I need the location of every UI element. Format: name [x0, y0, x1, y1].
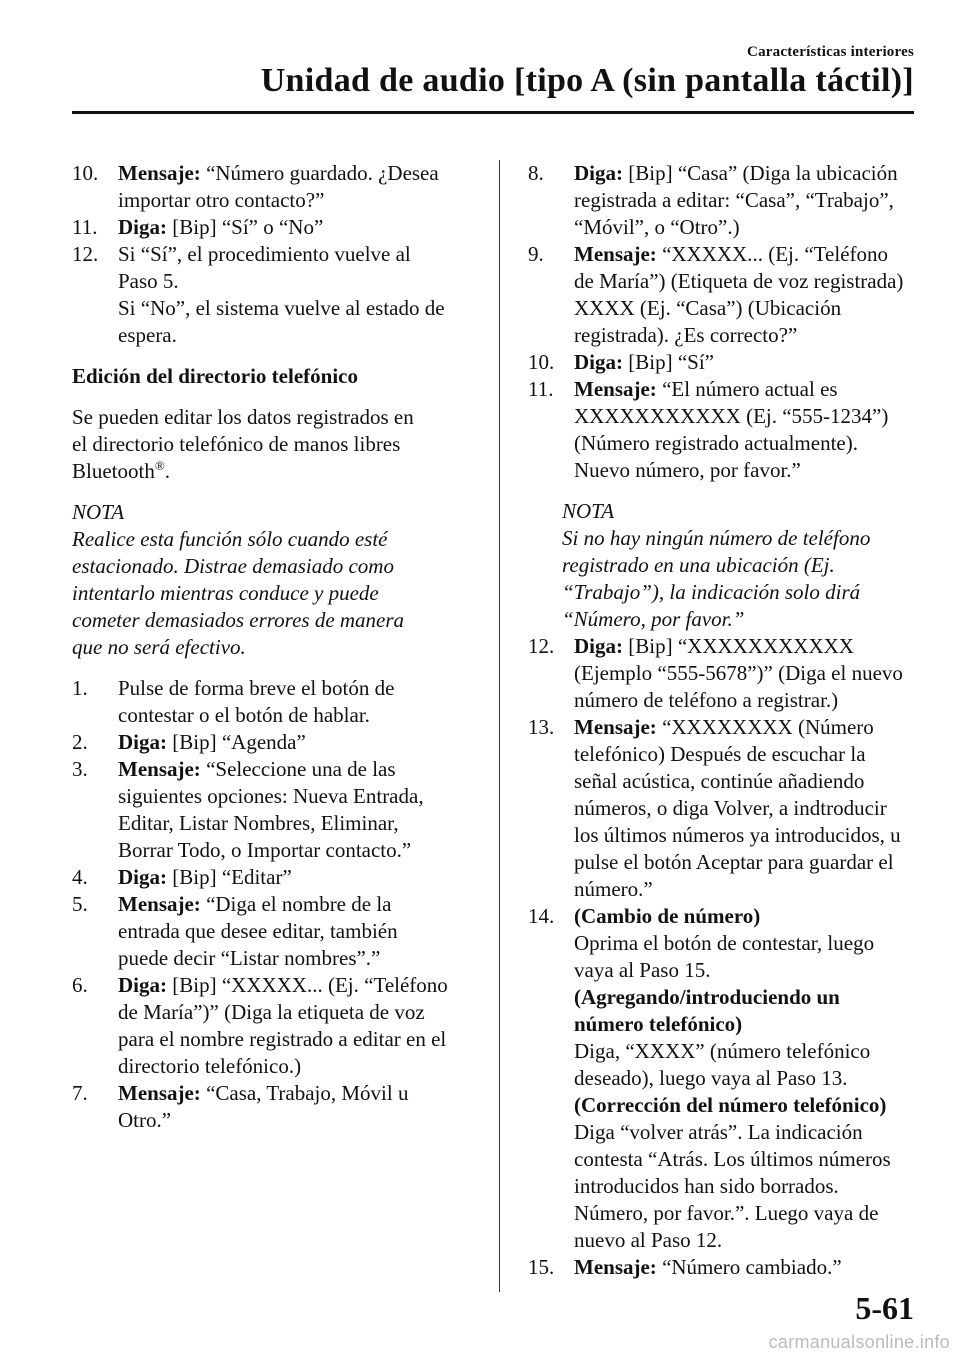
step-number: 12.: [528, 634, 555, 658]
step-line: contesta “Atrás. Los últimos números: [574, 1147, 891, 1171]
step-line: registrada a editar: “Casa”, “Trabajo”,: [574, 188, 894, 212]
step-line: Número, por favor.”. Luego vaya de: [574, 1201, 879, 1225]
step-line-wrap: [118, 999, 470, 1026]
step-line-wrap: [118, 837, 470, 864]
step-label: Mensaje:: [574, 377, 657, 401]
step-line-wrap: [118, 1053, 470, 1080]
step-line: “Número cambiado.”: [662, 1255, 842, 1279]
step-label: Mensaje:: [574, 1255, 657, 1279]
step-number: 8.: [528, 161, 544, 185]
step-line-wrap: [118, 187, 470, 214]
step-subheading: número telefónico): [574, 1012, 743, 1036]
step-number: 1.: [72, 676, 88, 700]
step-line: “El número actual es: [662, 377, 838, 401]
note-line: que no será efectivo.: [72, 635, 246, 659]
step-number: 6.: [72, 973, 88, 997]
step-subheading: (Corrección del número telefónico): [574, 1093, 887, 1117]
step-line: puede decir “Listar nombres”.”: [118, 946, 381, 970]
step-label: Mensaje:: [118, 161, 201, 185]
step-number: 4.: [72, 865, 88, 889]
note-line: Si no hay ningún número de teléfono: [562, 526, 871, 550]
step-item: [72, 1080, 470, 1134]
step-number: 2.: [72, 730, 88, 754]
step-line-wrap: [574, 876, 920, 903]
step-line: Pulse de forma breve el botón de: [118, 676, 395, 700]
step-item: [528, 160, 920, 241]
step-line: [Bip] “Casa” (Diga la ubicación: [628, 161, 898, 185]
step-number: 12.: [72, 242, 99, 266]
step-label: Diga:: [118, 865, 167, 889]
step-line: registrada). ¿Es correcto?”: [574, 323, 798, 347]
step-item: [72, 729, 470, 756]
step-label: Mensaje:: [118, 1081, 201, 1105]
note-title: NOTA: [72, 500, 125, 524]
step-line: introducidos han sido borrados.: [574, 1174, 839, 1198]
step-label: Diga:: [574, 161, 623, 185]
section-heading: Edición del directorio telefónico: [72, 364, 358, 388]
step-subheading: (Agregando/introduciendo un: [574, 985, 840, 1009]
step-line: Paso 5.: [118, 269, 179, 293]
step-line-wrap: [574, 822, 920, 849]
step-number: 10.: [528, 350, 555, 374]
step-label: Diga:: [574, 634, 623, 658]
note-line: intentarlo mientras conduce y puede: [72, 581, 379, 605]
step-line-wrap: [574, 349, 920, 376]
step-label: Mensaje:: [118, 757, 201, 781]
step-line-wrap: [118, 241, 470, 268]
left-steps: [72, 675, 470, 1134]
step-line: señal acústica, continúe añadiendo: [574, 769, 865, 793]
step-item: [72, 214, 470, 241]
step-line: “Casa, Trabajo, Móvil u: [206, 1081, 409, 1105]
step-line: [Bip] “XXXXX... (Ej. “Teléfono: [172, 973, 448, 997]
step-line: Oprima el botón de contestar, luego: [574, 931, 875, 955]
step-line-wrap: [118, 675, 470, 702]
step-line: “Diga el nombre de la: [206, 892, 392, 916]
header-rule: [72, 111, 914, 114]
step-line: “Número guardado. ¿Desea: [206, 161, 439, 185]
step-line: “XXXXXXXX (Número: [662, 715, 874, 739]
step-line: espera.: [118, 323, 177, 347]
step-line-wrap: [574, 795, 920, 822]
step-number: 10.: [72, 161, 99, 185]
step-line: siguientes opciones: Nueva Entrada,: [118, 784, 424, 808]
step-label: Mensaje:: [574, 715, 657, 739]
intro-line: el directorio telefónico de manos libres: [72, 432, 401, 456]
right-column: [528, 160, 920, 1281]
step-number: 9.: [528, 242, 544, 266]
step-line: de María”) (Etiqueta de voz registrada): [574, 269, 904, 293]
registered-mark: ®: [154, 458, 165, 473]
step-number: 15.: [528, 1255, 555, 1279]
step-line: “Seleccione una de las: [206, 757, 396, 781]
intro-paragraph: [72, 404, 470, 485]
step-line: [Bip] “XXXXXXXXXXX: [628, 634, 854, 658]
note-line: registrado en una ubicación (Ej.: [562, 553, 835, 577]
step-line: los últimos números ya introducidos, u: [574, 823, 901, 847]
step-line-wrap: [574, 160, 920, 187]
step-line-wrap: [574, 241, 920, 268]
right-steps-b: [528, 633, 920, 903]
step-line: Si “Sí”, el procedimiento vuelve al: [118, 242, 411, 266]
note-title: NOTA: [562, 499, 615, 523]
step-line: Diga “volver atrás”. La indicación: [574, 1120, 863, 1144]
note-block: [528, 498, 920, 633]
step-label: Diga:: [574, 350, 623, 374]
note-text: [562, 525, 920, 633]
step-line: [Bip] “Sí” o “No”: [172, 215, 324, 239]
step-line-wrap: [574, 660, 920, 687]
step-line: Otro.”: [118, 1108, 172, 1132]
right-steps-a: [528, 160, 920, 484]
watermark: carmanualsonline.info: [768, 1332, 950, 1352]
step-number: 13.: [528, 715, 555, 739]
step-line: Si “No”, el sistema vuelve al estado de: [118, 296, 445, 320]
step-subheading: (Cambio de número): [574, 904, 761, 928]
step-line-wrap: [118, 972, 470, 999]
step-label: Diga:: [118, 973, 167, 997]
step-line: para el nombre registrado a editar en el: [118, 1027, 447, 1051]
column-divider: [499, 160, 500, 1292]
step-line-wrap: [574, 430, 920, 457]
step-line-wrap: [574, 768, 920, 795]
step-line-wrap: [574, 714, 920, 741]
page-title: Unidad de audio [tipo A (sin pantalla táctil)]: [260, 62, 914, 99]
step-line-wrap: [118, 1080, 470, 1107]
header-section: Características interiores: [747, 44, 914, 60]
step-line: [Bip] “Editar”: [172, 865, 292, 889]
step-line-wrap: [118, 295, 470, 322]
step-line: deseado), luego vaya al Paso 13.: [574, 1066, 848, 1090]
step-line: telefónico) Después de escuchar la: [574, 742, 866, 766]
step-number: 5.: [72, 892, 88, 916]
step-line-wrap: [574, 295, 920, 322]
intro-end: .: [164, 459, 170, 483]
note-line: estacionado. Distrae demasiado como: [72, 554, 394, 578]
step-line: importar otro contacto?”: [118, 188, 325, 212]
intro-line: Se pueden editar los datos registrados en: [72, 405, 414, 429]
step-line: Borrar Todo, o Importar contacto.”: [118, 838, 412, 862]
step-14: [528, 903, 920, 1254]
note-line: cometer demasiados errores de manera: [72, 608, 405, 632]
step-line-wrap: [574, 214, 920, 241]
left-column: [72, 160, 470, 1134]
note-text: [72, 526, 470, 661]
step-line: contestar o el botón de hablar.: [118, 703, 370, 727]
step-line: XXXX (Ej. “Casa”) (Ubicación: [574, 296, 842, 320]
note-line: Realice esta función sólo cuando esté: [72, 527, 388, 551]
step-number: 7.: [72, 1081, 88, 1105]
step-line-wrap: [118, 729, 470, 756]
step-line-wrap: [118, 918, 470, 945]
step-label: Diga:: [118, 215, 167, 239]
step-line: (Ejemplo “555-5678”)” (Diga el nuevo: [574, 661, 903, 685]
step-line-wrap: [118, 268, 470, 295]
step-label: Diga:: [118, 730, 167, 754]
step-item: [528, 633, 920, 714]
step-line: (Número registrado actualmente).: [574, 431, 858, 455]
step-line-wrap: [118, 160, 470, 187]
step-line-wrap: [118, 702, 470, 729]
step-line: “XXXXX... (Ej. “Teléfono: [662, 242, 889, 266]
step-line-wrap: [574, 687, 920, 714]
step-line-wrap: [118, 810, 470, 837]
step-number: 3.: [72, 757, 88, 781]
step-line-wrap: [574, 403, 920, 430]
step-line: entrada que desee editar, también: [118, 919, 398, 943]
step-line-wrap: [574, 457, 920, 484]
step-line: “Móvil”, o “Otro”.): [574, 215, 740, 239]
step-item: [72, 891, 470, 972]
step-line: nuevo al Paso 12.: [574, 1228, 723, 1252]
step-line: de María”)” (Diga la etiqueta de voz: [118, 1000, 425, 1024]
note-line: “Número, por favor.”: [562, 607, 745, 631]
step-line: Editar, Listar Nombres, Eliminar,: [118, 811, 399, 835]
step-line-wrap: [118, 945, 470, 972]
step-line-wrap: [118, 1026, 470, 1053]
step-line-wrap: [574, 376, 920, 403]
step-line-wrap: [118, 214, 470, 241]
step-item: [528, 376, 920, 484]
step-line-wrap: [118, 756, 470, 783]
step-label: Mensaje:: [574, 242, 657, 266]
step-line: XXXXXXXXXXX (Ej. “555-1234”): [574, 404, 889, 428]
step-label: Mensaje:: [118, 892, 201, 916]
step-line: [Bip] “Sí”: [628, 350, 714, 374]
page-number: 5-61: [855, 1290, 914, 1326]
step-line-wrap: [574, 322, 920, 349]
step-item: [528, 241, 920, 349]
step-number: 11.: [72, 215, 98, 239]
step-line: número.”: [574, 877, 653, 901]
step-line-wrap: [118, 322, 470, 349]
step-item: [72, 160, 470, 214]
step-line: números, o diga Volver, a indtroducir: [574, 796, 887, 820]
step-item: [72, 756, 470, 864]
left-steps-top: [72, 160, 470, 349]
step-item: [72, 675, 470, 729]
step-line: número de teléfono a registrar.): [574, 688, 839, 712]
step-number: 11.: [528, 377, 554, 401]
step-item: [72, 241, 470, 349]
step-line-wrap: [574, 633, 920, 660]
step-line: Nuevo número, por favor.”: [574, 458, 801, 482]
step-line: directorio telefónico.): [118, 1054, 302, 1078]
intro-line: Bluetooth: [72, 459, 155, 483]
step-line-wrap: [118, 1107, 470, 1134]
step-line-wrap: [118, 891, 470, 918]
step-item: [72, 864, 470, 891]
step-line-wrap: [574, 268, 920, 295]
note-line: “Trabajo”), la indicación solo dirá: [562, 580, 861, 604]
step-line-wrap: [118, 783, 470, 810]
step-item: [528, 714, 920, 903]
step-line-wrap: [574, 187, 920, 214]
step-item: [528, 349, 920, 376]
step-line: [Bip] “Agenda”: [172, 730, 306, 754]
step-line-wrap: [118, 864, 470, 891]
step-line-wrap: [574, 741, 920, 768]
step-15: [528, 1254, 920, 1281]
step-line: Diga, “XXXX” (número telefónico: [574, 1039, 871, 1063]
step-line: vaya al Paso 15.: [574, 958, 711, 982]
step-number: 14.: [528, 904, 555, 928]
step-line: pulse el botón Aceptar para guardar el: [574, 850, 894, 874]
step-item: [72, 972, 470, 1080]
step-line-wrap: [574, 849, 920, 876]
